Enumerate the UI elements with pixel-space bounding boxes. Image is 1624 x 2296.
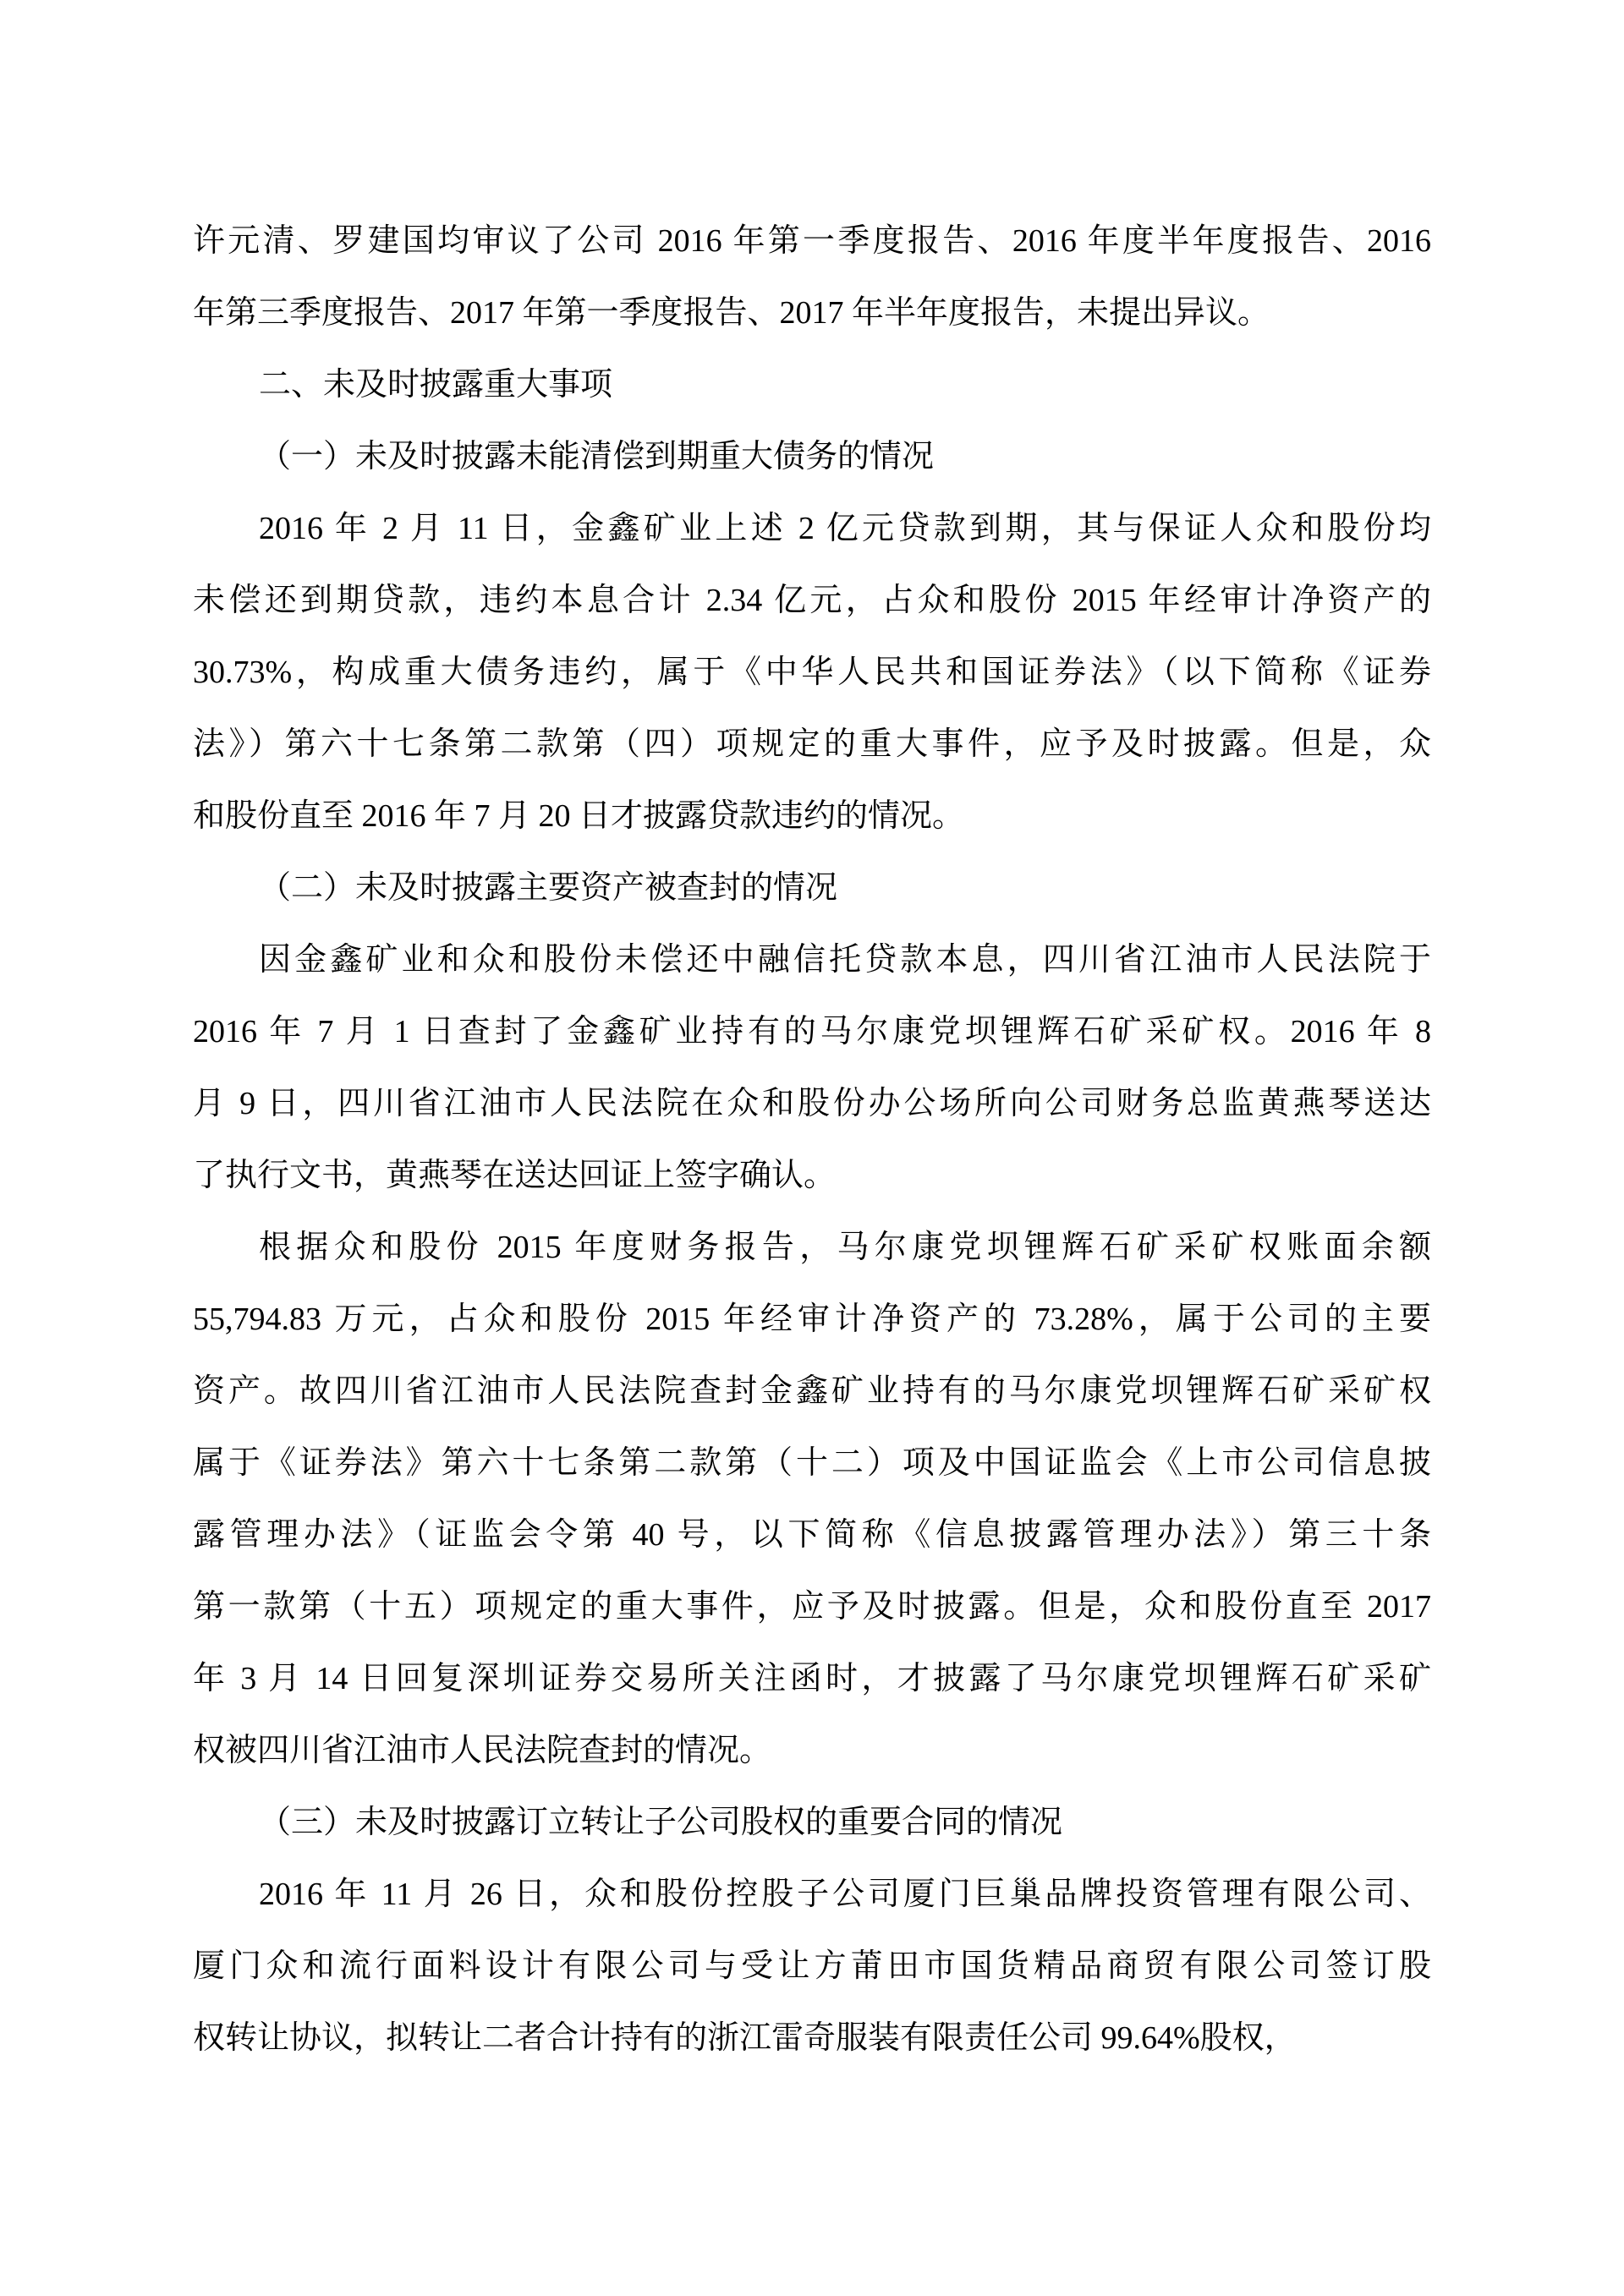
body-line: 55,794.83 万元，占众和股份 2015 年经审计净资产的 73.28%，属于公司的主要 [193,1301,1431,1337]
body-line: 权被四川省江油市人民法院查封的情况。 [193,1733,772,1768]
body-line: 资产。故四川省江油市人民法院查封金鑫矿业持有的马尔康党坝锂辉石矿采矿权 [193,1373,1431,1409]
body-line: 许元清、罗建国均审议了公司 2016 年第一季度报告、2016 年度半年度报告、2016 [193,223,1431,259]
body-line: 露管理办法》（证监会令第 40 号，以下简称《信息披露管理办法》）第三十条 [193,1517,1431,1553]
body-line: 因金鑫矿业和众和股份未偿还中融信托贷款本息，四川省江油市人民法院于 [259,942,1431,978]
body-line: 月 9 日，四川省江油市人民法院在众和股份办公场所向公司财务总监黄燕琴送达 [193,1086,1431,1121]
body-line: 未偿还到期贷款，违约本息合计 2.34 亿元，占众和股份 2015 年经审计净资产的 [193,583,1431,618]
body-line: 第一款第（十五）项规定的重大事件，应予及时披露。但是，众和股份直至 2017 [193,1589,1431,1625]
section-heading: 二、未及时披露重大事项 [259,367,613,403]
body-line: 2016 年 7 月 1 日查封了金鑫矿业持有的马尔康党坝锂辉石矿采矿权。2016 年 8 [193,1014,1431,1049]
body-line: 30.73%，构成重大债务违约，属于《中华人民共和国证券法》（以下简称《证券 [193,655,1431,690]
body-line: 厦门众和流行面料设计有限公司与受让方莆田市国货精品商贸有限公司签订股 [193,1948,1431,1984]
subsection-heading: （二）未及时披露主要资产被查封的情况 [259,870,838,906]
body-line: 根据众和股份 2015 年度财务报告，马尔康党坝锂辉石矿采矿权账面余额 [259,1230,1431,1265]
body-line: 和股份直至 2016 年 7 月 20 日才披露贷款违约的情况。 [193,798,965,834]
subsection-heading: （一）未及时披露未能清偿到期重大债务的情况 [259,439,935,474]
body-line: 属于《证券法》第六十七条第二款第（十二）项及中国证监会《上市公司信息披 [193,1445,1431,1481]
body-line: 法》）第六十七条第二款第（四）项规定的重大事件，应予及时披露。但是，众 [193,726,1431,762]
body-line: 2016 年 11 月 26 日，众和股份控股子公司厦门巨巢品牌投资管理有限公司、 [259,1877,1431,1912]
body-line: 年 3 月 14 日回复深圳证券交易所关注函时，才披露了马尔康党坝锂辉石矿采矿 [193,1661,1431,1696]
subsection-heading: （三）未及时披露订立转让子公司股权的重要合同的情况 [259,1805,1063,1840]
body-line: 权转让协议，拟转让二者合计持有的浙江雷奇服装有限责任公司 99.64%股权， [193,2020,1297,2056]
body-line: 了执行文书，黄燕琴在送达回证上签字确认。 [193,1158,837,1193]
body-line: 2016 年 2 月 11 日，金鑫矿业上述 2 亿元贷款到期，其与保证人众和股份均 [259,511,1431,546]
body-line: 年第三季度报告、2017 年第一季度报告、2017 年半年度报告，未提出异议。 [193,295,1270,331]
